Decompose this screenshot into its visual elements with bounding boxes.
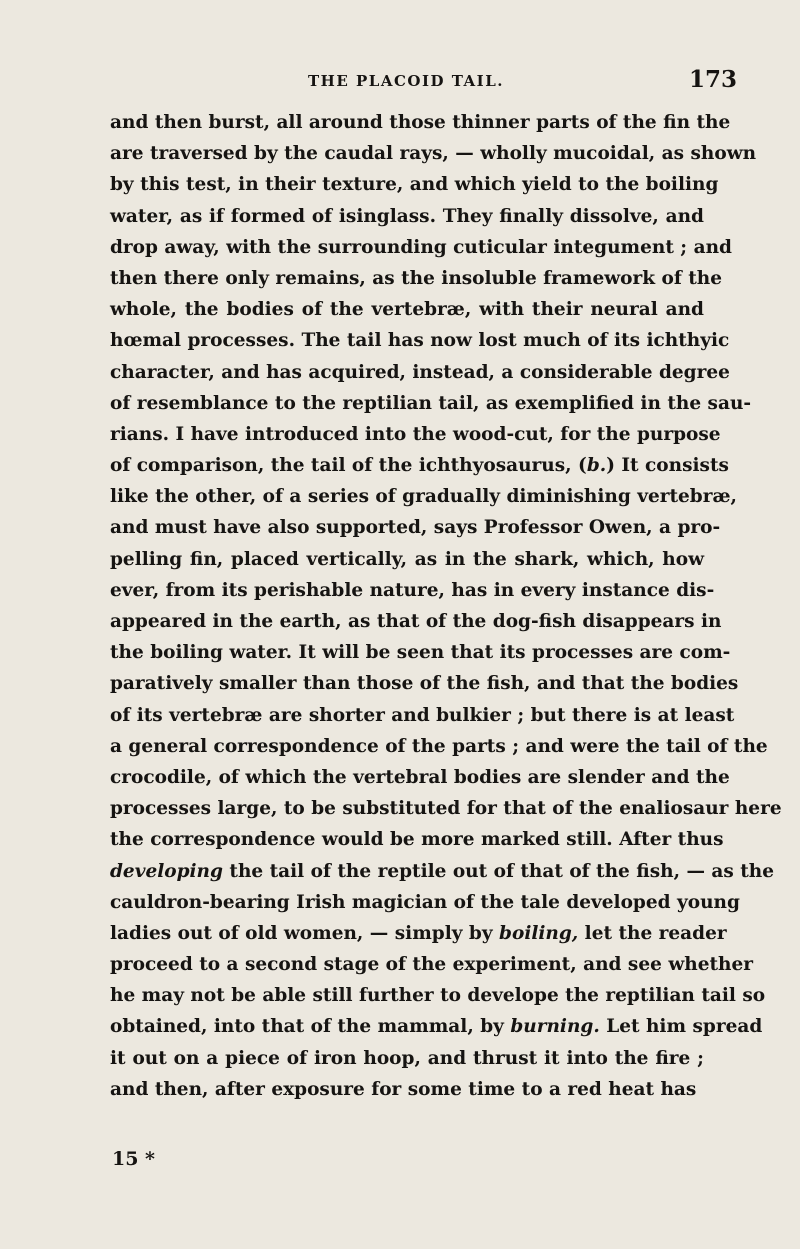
text-fragment: then there only remains, as the insoluble framework of the bbox=[110, 267, 722, 289]
text-fragment: pelling fin, placed vertically, as in the shark, which, how bbox=[110, 548, 704, 570]
text-line bbox=[110, 668, 739, 699]
text-fragment: are traversed by the caudal rays, — wholly mucoidal, as shown bbox=[110, 143, 757, 165]
text-fragment: the tail of the reptile out of that of the fish, — as the bbox=[222, 860, 775, 882]
text-fragment: appeared in the earth, as that of the dog-fish disappears in bbox=[110, 611, 722, 632]
text-line bbox=[110, 637, 731, 668]
text-line bbox=[110, 201, 704, 232]
text-line bbox=[110, 1074, 704, 1105]
text-fragment: he may not be able still further to develope the reptilian tail so bbox=[110, 985, 766, 1007]
text-line bbox=[110, 887, 740, 918]
text-line bbox=[110, 918, 727, 949]
italic-text: boiling, bbox=[499, 922, 579, 944]
text-fragment: cauldron-bearing Irish magician of the tale developed young bbox=[110, 891, 740, 913]
text-fragment: character, and has acquired, instead, a considerable degree bbox=[110, 361, 730, 383]
italic-text: burning. bbox=[510, 1016, 600, 1038]
text-line bbox=[110, 450, 729, 481]
text-line bbox=[110, 388, 752, 419]
text-line bbox=[110, 949, 753, 980]
text-fragment: and then burst, all around those thinner parts of the fin the bbox=[110, 112, 731, 133]
text-line bbox=[110, 107, 731, 138]
text-fragment: water, as if formed of isinglass. They finally dissolve, and bbox=[110, 205, 704, 227]
text-line bbox=[110, 419, 721, 450]
text-line bbox=[110, 512, 721, 543]
text-line bbox=[110, 325, 730, 356]
text-fragment: of its vertebræ are shorter and bulkier ; but there is at least bbox=[110, 704, 735, 726]
text-line bbox=[110, 294, 704, 325]
text-line bbox=[110, 793, 782, 824]
page-number: 173 bbox=[689, 66, 738, 93]
text-line bbox=[110, 856, 775, 887]
signature-mark: 15 * bbox=[112, 1148, 155, 1170]
text-fragment: ever, from its perishable nature, has in every instance dis- bbox=[110, 579, 715, 601]
text-fragment: it out on a piece of iron hoop, and thrust it into the fire ; bbox=[110, 1047, 704, 1069]
body-text bbox=[110, 107, 782, 1105]
text-line bbox=[110, 575, 715, 606]
text-fragment: whole, the bodies of the vertebræ, with their neural and bbox=[110, 299, 704, 321]
text-fragment: crocodile, of which the vertebral bodies are slender and the bbox=[110, 766, 730, 788]
text-line bbox=[110, 824, 724, 855]
text-fragment: like the other, of a series of gradually diminishing vertebræ, bbox=[110, 486, 737, 508]
text-line bbox=[110, 263, 722, 294]
text-line bbox=[110, 731, 768, 762]
text-fragment: the boiling water. It will be seen that its processes are com- bbox=[110, 642, 731, 664]
text-line bbox=[110, 980, 766, 1011]
text-fragment: Let him spread bbox=[599, 1016, 763, 1038]
running-title: THE PLACOID TAIL. bbox=[308, 72, 504, 90]
italic-text: developing bbox=[110, 860, 223, 882]
text-fragment: processes large, to be substituted for that of the enaliosaur here bbox=[110, 798, 782, 820]
text-line bbox=[110, 762, 730, 793]
text-fragment: proceed to a second stage of the experiment, and see whether bbox=[110, 954, 753, 976]
italic-text: b. bbox=[586, 455, 607, 477]
text-fragment: the correspondence would be more marked still. After thus bbox=[110, 829, 724, 851]
text-fragment: a general correspondence of the parts ; and were the tail of the bbox=[110, 735, 768, 757]
text-fragment: ) It consists bbox=[606, 455, 729, 477]
text-fragment: let the reader bbox=[578, 922, 727, 944]
text-fragment: rians. I have introduced into the wood-cut, for the purpose bbox=[110, 423, 721, 445]
text-fragment: obtained, into that of the mammal, by bbox=[110, 1016, 511, 1038]
running-head bbox=[0, 66, 800, 96]
text-fragment: paratively smaller than those of the fish, and that the bodies bbox=[110, 673, 739, 695]
text-line bbox=[110, 1043, 704, 1074]
text-line bbox=[110, 357, 730, 388]
text-fragment: ladies out of old women, — simply by bbox=[110, 922, 500, 944]
text-line bbox=[110, 544, 704, 575]
text-fragment: and then, after exposure for some time to a red heat has bbox=[110, 1078, 697, 1100]
text-fragment: of resemblance to the reptilian tail, as exemplified in the sau- bbox=[110, 392, 752, 414]
text-fragment: drop away, with the surrounding cuticular integument ; and bbox=[110, 236, 732, 258]
text-fragment: and must have also supported, says Professor Owen, a pro- bbox=[110, 517, 721, 539]
text-line bbox=[110, 232, 732, 263]
text-line bbox=[110, 700, 735, 731]
text-line bbox=[110, 481, 737, 512]
text-fragment: of comparison, the tail of the ichthyosaurus, ( bbox=[110, 455, 587, 477]
text-fragment: hœmal processes. The tail has now lost much of its ichthyic bbox=[110, 330, 730, 352]
text-fragment: by this test, in their texture, and which yield to the boiling bbox=[110, 174, 719, 196]
text-line bbox=[110, 138, 757, 169]
text-line bbox=[110, 169, 719, 200]
text-line bbox=[110, 606, 722, 637]
text-line bbox=[110, 1011, 763, 1042]
